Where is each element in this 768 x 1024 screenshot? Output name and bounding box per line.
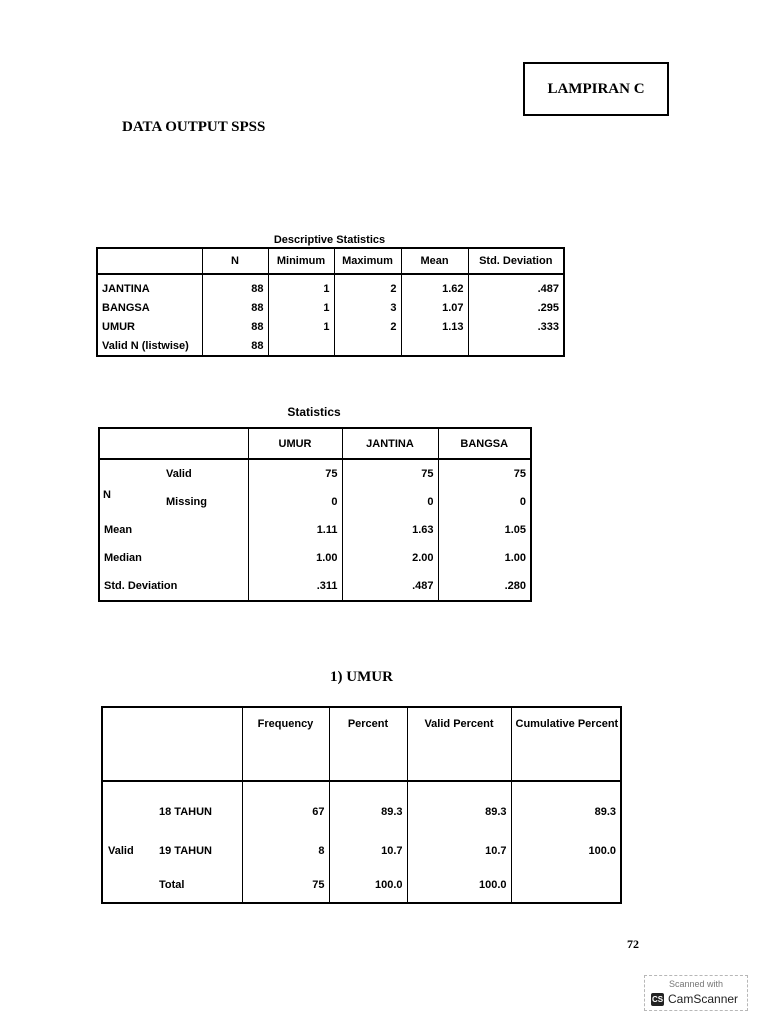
table-cell: 2.00 (342, 544, 438, 572)
table-cell (511, 868, 621, 903)
appendix-label-box (523, 62, 669, 116)
table-cell: .280 (438, 572, 531, 601)
column-header: JANTINA (342, 428, 438, 459)
table-cell: 88 (202, 317, 268, 336)
table-row (99, 459, 531, 488)
column-header: Minimum (268, 248, 334, 274)
table-cell: 100.0 (407, 868, 511, 903)
table-cell: 89.3 (329, 781, 407, 834)
row-label: JANTINA (102, 282, 150, 295)
row-label (99, 459, 248, 488)
n-group-label: N (103, 489, 111, 501)
table-row (97, 298, 564, 317)
table-row (99, 488, 531, 516)
table-cell: 1.07 (401, 298, 468, 317)
umur-frequency-table (101, 706, 622, 904)
table-row (99, 572, 531, 601)
table-cell: 3 (334, 298, 401, 317)
table-cell: 89.3 (511, 781, 621, 834)
column-header: Cumulative Percent (511, 707, 621, 781)
table-cell (334, 336, 401, 356)
row-label-text: 19 TAHUN (159, 845, 212, 857)
section-heading: 1) UMUR (330, 669, 393, 685)
table-row (99, 544, 531, 572)
valid-group-label: Valid (108, 845, 134, 857)
table-row (102, 781, 621, 834)
camscanner-logo-icon: CS (651, 995, 664, 1004)
table-cell: .487 (342, 572, 438, 601)
row-label: Mean (104, 524, 133, 536)
table-cell: 2 (334, 317, 401, 336)
watermark-brand: CamScanner (668, 992, 739, 1006)
table-row (97, 274, 564, 298)
table-cell: 0 (438, 488, 531, 516)
table-cell: 75 (438, 459, 531, 488)
table-row (97, 317, 564, 336)
table-cell: 1.00 (248, 544, 342, 572)
table-cell: .311 (248, 572, 342, 601)
table-header-row (99, 428, 531, 459)
row-label: UMUR (102, 320, 135, 333)
column-header: Valid Percent (407, 707, 511, 781)
table-cell: 8 (242, 834, 329, 868)
table-cell: 67 (242, 781, 329, 834)
table-cell: 88 (202, 274, 268, 298)
table-header-row (102, 707, 621, 781)
table-cell: 75 (342, 459, 438, 488)
table-cell: 75 (242, 868, 329, 903)
table-cell: 89.3 (407, 781, 511, 834)
table-header-row (97, 248, 564, 274)
row-label: BANGSA (102, 301, 150, 314)
table-cell: 88 (202, 336, 268, 356)
table-row (99, 516, 531, 544)
column-header: BANGSA (438, 428, 531, 459)
table-cell: 1 (268, 298, 334, 317)
table-row (102, 834, 621, 868)
column-header (97, 248, 202, 274)
column-header: Std. Deviation (468, 248, 564, 274)
table-cell: 1 (268, 317, 334, 336)
table-cell (268, 336, 334, 356)
table-cell: .487 (468, 274, 564, 298)
row-label: Missing (166, 496, 207, 508)
table-cell: 88 (202, 298, 268, 317)
document-title: DATA OUTPUT SPSS (122, 119, 266, 135)
column-header (102, 707, 242, 781)
table-row (97, 336, 564, 356)
table-cell (468, 336, 564, 356)
row-label: Valid N (listwise) (102, 339, 189, 352)
table-cell: .333 (468, 317, 564, 336)
appendix-label: LAMPIRAN C (547, 80, 645, 97)
table-cell: 2 (334, 274, 401, 298)
column-header: Mean (401, 248, 468, 274)
row-label: Std. Deviation (104, 580, 178, 592)
column-header: Maximum (334, 248, 401, 274)
table-cell: 100.0 (511, 834, 621, 868)
statistics-table (98, 427, 532, 602)
column-header: UMUR (248, 428, 342, 459)
table-cell: 100.0 (329, 868, 407, 903)
statistics-caption: Statistics (287, 405, 341, 419)
table-cell: 1.62 (401, 274, 468, 298)
page-number: 72 (627, 937, 639, 951)
row-label (102, 834, 242, 868)
table-cell: 1.11 (248, 516, 342, 544)
table-cell: 0 (342, 488, 438, 516)
row-label: Median (104, 552, 142, 564)
table-cell: 10.7 (329, 834, 407, 868)
table-cell: 1.00 (438, 544, 531, 572)
row-label: Total (159, 879, 185, 891)
column-header: N (202, 248, 268, 274)
camscanner-watermark (644, 975, 748, 1011)
table-cell: .295 (468, 298, 564, 317)
column-header (99, 428, 248, 459)
table-cell: 0 (248, 488, 342, 516)
row-label: 18 TAHUN (159, 806, 212, 818)
column-header: Percent (329, 707, 407, 781)
table-cell: 1.63 (342, 516, 438, 544)
table-cell: 75 (248, 459, 342, 488)
table-cell: 1.13 (401, 317, 468, 336)
watermark-caption: Scanned with (668, 979, 724, 989)
row-label-text: Valid (166, 468, 192, 480)
table-cell: 1 (268, 274, 334, 298)
descriptive-statistics-caption: Descriptive Statistics (273, 234, 386, 246)
column-header: Frequency (242, 707, 329, 781)
table-cell: 10.7 (407, 834, 511, 868)
table-row (102, 868, 621, 903)
descriptive-statistics-table (96, 247, 565, 357)
table-cell: 1.05 (438, 516, 531, 544)
table-cell (401, 336, 468, 356)
